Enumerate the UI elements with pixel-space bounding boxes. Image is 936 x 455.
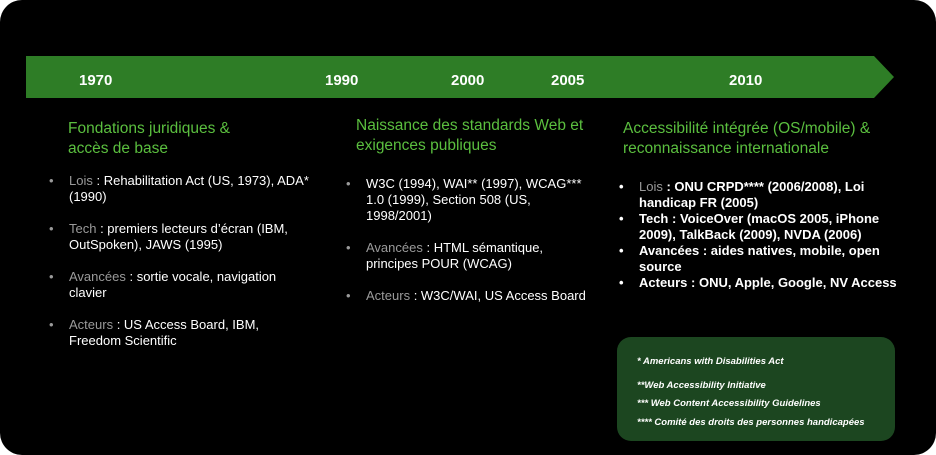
item-key: Avancées — [69, 269, 126, 284]
item-key: Tech — [639, 211, 669, 226]
list-item — [47, 269, 309, 301]
item-key: Tech — [69, 221, 97, 236]
list-item — [47, 317, 309, 349]
list-item — [617, 275, 917, 291]
item-text: : Rehabilitation Act (US, 1973), ADA* (1990) — [69, 173, 309, 204]
footnotes-box — [617, 337, 895, 441]
item-key: Lois — [639, 179, 663, 194]
year-label-2000: 2000 — [451, 72, 485, 89]
year-label-1990: 1990 — [325, 72, 359, 89]
item-text: : US Access Board, IBM, Freedom Scientific — [69, 317, 260, 348]
era-column-web-standards — [344, 116, 594, 304]
year-label-2010: 2010 — [729, 72, 763, 89]
era-title: Naissance des standards Web et exigences publiques — [356, 117, 584, 154]
footnote: * Americans with Disabilities Act — [637, 356, 784, 367]
footnote: **Web Accessibility Initiative — [637, 380, 766, 391]
item-text: : HTML sémantique, principes POUR (WCAG) — [366, 240, 544, 271]
item-text: : W3C/WAI, US Access Board — [410, 288, 586, 303]
era-title: Fondations juridiques & accès de base — [68, 120, 230, 157]
item-text: : sortie vocale, navigation clavier — [69, 269, 277, 300]
era-column-foundations — [47, 119, 309, 349]
item-key: Acteurs — [366, 288, 411, 303]
item-key: Acteurs — [69, 317, 114, 332]
era-title: Accessibilité intégrée (OS/mobile) & reconnaissance internationale — [623, 120, 871, 157]
list-item — [617, 243, 917, 275]
item-key: Lois — [69, 173, 93, 188]
item-text: : VoiceOver (macOS 2005, iPhone 2009), TalkBack (2009), NVDA (2006) — [639, 211, 880, 242]
item-text: : premiers lecteurs d’écran (IBM, OutSpoken), JAWS (1995) — [69, 221, 288, 252]
list-item — [47, 173, 309, 205]
list-item — [617, 211, 917, 243]
list-item — [344, 240, 594, 272]
item-text: : ONU CRPD**** (2006/2008), Loi handicap FR (2005) — [639, 179, 865, 210]
era-column-integrated-accessibility — [617, 119, 917, 291]
era-item-list — [617, 179, 917, 291]
item-key: Avancées — [639, 243, 700, 258]
item-text: W3C (1994), WAI** (1997), WCAG*** 1.0 (1999), Section 508 (US, 1998/2001) — [366, 176, 582, 223]
item-key: Acteurs — [639, 275, 688, 290]
list-item — [344, 176, 594, 224]
item-key: Avancées — [366, 240, 423, 255]
item-text: : ONU, Apple, Google, NV Access — [687, 275, 897, 290]
list-item — [344, 288, 594, 304]
year-label-2005: 2005 — [551, 72, 585, 89]
era-item-list — [344, 176, 594, 304]
era-item-list — [47, 173, 309, 349]
footnote: *** Web Content Accessibility Guidelines — [637, 398, 821, 409]
list-item — [617, 179, 917, 211]
item-text: : aides natives, mobile, open source — [639, 243, 880, 274]
year-label-1970: 1970 — [79, 72, 113, 89]
list-item — [47, 221, 309, 253]
footnote: **** Comité des droits des personnes handicapées — [637, 417, 865, 428]
